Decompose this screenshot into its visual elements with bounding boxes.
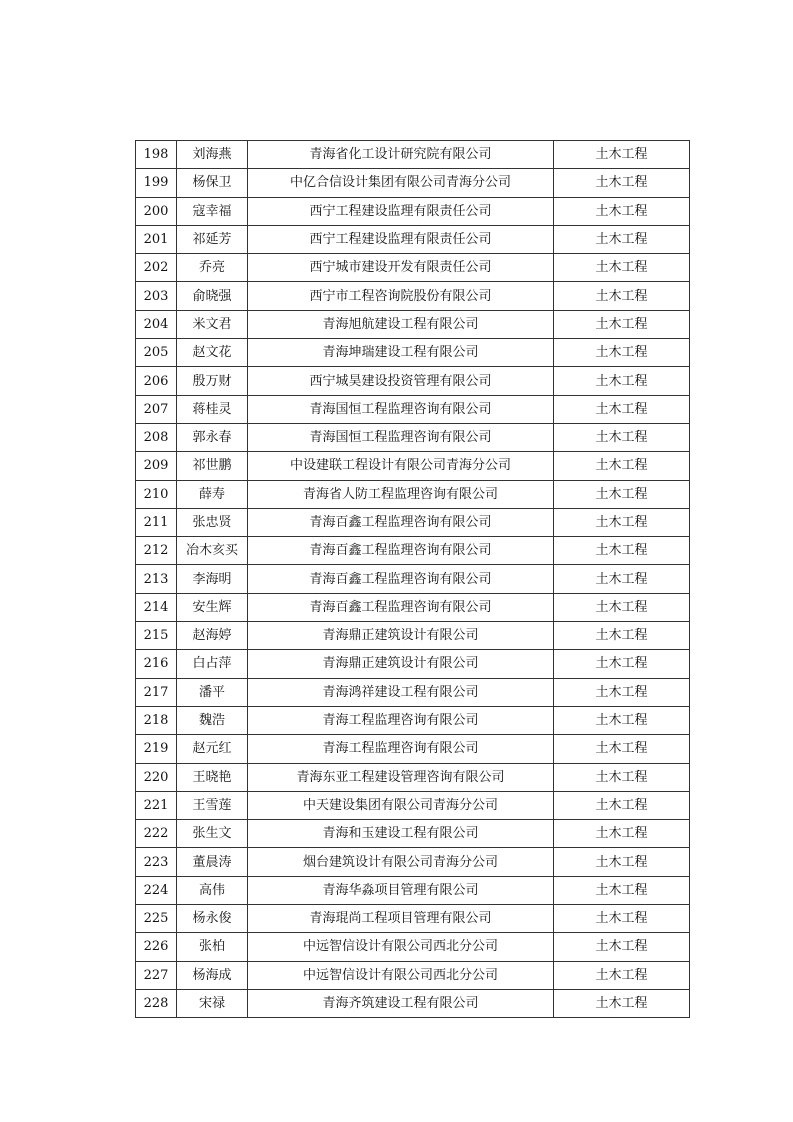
table-row [136,282,690,310]
row-number: 212 [136,537,177,565]
person-name: 宋禄 [177,989,248,1017]
specialty: 土木工程 [554,141,690,169]
specialty: 土木工程 [554,565,690,593]
organization-name: 青海鸿祥建设工程有限公司 [248,678,554,706]
specialty: 土木工程 [554,197,690,225]
row-number: 206 [136,367,177,395]
organization-name: 青海百鑫工程监理咨询有限公司 [248,508,554,536]
row-number: 209 [136,452,177,480]
person-name: 俞晓强 [177,282,248,310]
person-name: 王晓艳 [177,763,248,791]
row-number: 222 [136,820,177,848]
specialty: 土木工程 [554,820,690,848]
specialty: 土木工程 [554,508,690,536]
table-row [136,706,690,734]
organization-name: 中设建联工程设计有限公司青海分公司 [248,452,554,480]
specialty: 土木工程 [554,706,690,734]
person-name: 寇幸福 [177,197,248,225]
specialty: 土木工程 [554,282,690,310]
row-number: 225 [136,905,177,933]
specialty: 土木工程 [554,763,690,791]
table-row [136,593,690,621]
person-name: 高伟 [177,876,248,904]
specialty: 土木工程 [554,989,690,1017]
specialty: 土木工程 [554,169,690,197]
organization-name: 青海省人防工程监理咨询有限公司 [248,480,554,508]
organization-name: 西宁工程建设监理有限责任公司 [248,225,554,253]
table-row [136,989,690,1017]
row-number: 204 [136,310,177,338]
row-number: 220 [136,763,177,791]
specialty: 土木工程 [554,905,690,933]
table-row [136,565,690,593]
row-number: 217 [136,678,177,706]
person-name: 蒋桂灵 [177,395,248,423]
row-number: 200 [136,197,177,225]
specialty: 土木工程 [554,876,690,904]
table-row [136,537,690,565]
person-name: 张柏 [177,933,248,961]
specialty: 土木工程 [554,225,690,253]
table-row [136,254,690,282]
row-number: 221 [136,791,177,819]
specialty: 土木工程 [554,452,690,480]
organization-name: 西宁市工程咨询院股份有限公司 [248,282,554,310]
row-number: 224 [136,876,177,904]
person-name: 杨海成 [177,961,248,989]
person-name: 杨永俊 [177,905,248,933]
row-number: 215 [136,622,177,650]
roster-table [135,140,690,1018]
person-name: 祁世鹏 [177,452,248,480]
organization-name: 青海工程监理咨询有限公司 [248,735,554,763]
person-name: 魏浩 [177,706,248,734]
specialty: 土木工程 [554,622,690,650]
specialty: 土木工程 [554,310,690,338]
table-row [136,452,690,480]
table-row [136,678,690,706]
person-name: 张生文 [177,820,248,848]
row-number: 214 [136,593,177,621]
table-row [136,169,690,197]
organization-name: 中亿合信设计集团有限公司青海分公司 [248,169,554,197]
row-number: 201 [136,225,177,253]
organization-name: 青海省化工设计研究院有限公司 [248,141,554,169]
person-name: 祁延芳 [177,225,248,253]
specialty: 土木工程 [554,593,690,621]
specialty: 土木工程 [554,339,690,367]
table-row [136,876,690,904]
specialty: 土木工程 [554,933,690,961]
row-number: 198 [136,141,177,169]
organization-name: 中远智信设计有限公司西北分公司 [248,961,554,989]
row-number: 199 [136,169,177,197]
person-name: 赵元红 [177,735,248,763]
organization-name: 青海坤瑞建设工程有限公司 [248,339,554,367]
table-row [136,480,690,508]
person-name: 安生辉 [177,593,248,621]
roster-body [136,141,690,1018]
row-number: 223 [136,848,177,876]
organization-name: 青海百鑫工程监理咨询有限公司 [248,565,554,593]
table-row [136,508,690,536]
organization-name: 青海百鑫工程监理咨询有限公司 [248,537,554,565]
person-name: 杨保卫 [177,169,248,197]
specialty: 土木工程 [554,678,690,706]
row-number: 202 [136,254,177,282]
table-row [136,791,690,819]
person-name: 赵海婷 [177,622,248,650]
table-row [136,310,690,338]
row-number: 213 [136,565,177,593]
person-name: 乔亮 [177,254,248,282]
organization-name: 青海鼎正建筑设计有限公司 [248,622,554,650]
person-name: 冶木亥买 [177,537,248,565]
specialty: 土木工程 [554,367,690,395]
person-name: 王雪莲 [177,791,248,819]
specialty: 土木工程 [554,848,690,876]
table-row [136,367,690,395]
table-row [136,395,690,423]
row-number: 211 [136,508,177,536]
table-row [136,141,690,169]
row-number: 226 [136,933,177,961]
table-row [136,650,690,678]
table-row [136,933,690,961]
organization-name: 青海工程监理咨询有限公司 [248,706,554,734]
row-number: 210 [136,480,177,508]
table-row [136,197,690,225]
specialty: 土木工程 [554,650,690,678]
person-name: 李海明 [177,565,248,593]
organization-name: 西宁城昊建设投资管理有限公司 [248,367,554,395]
table-row [136,763,690,791]
organization-name: 青海鼎正建筑设计有限公司 [248,650,554,678]
person-name: 赵文花 [177,339,248,367]
organization-name: 西宁城市建设开发有限责任公司 [248,254,554,282]
organization-name: 西宁工程建设监理有限责任公司 [248,197,554,225]
table-row [136,339,690,367]
person-name: 郭永春 [177,423,248,451]
person-name: 张忠贤 [177,508,248,536]
specialty: 土木工程 [554,395,690,423]
row-number: 228 [136,989,177,1017]
person-name: 潘平 [177,678,248,706]
organization-name: 烟台建筑设计有限公司青海分公司 [248,848,554,876]
table-row [136,905,690,933]
specialty: 土木工程 [554,480,690,508]
row-number: 207 [136,395,177,423]
row-number: 216 [136,650,177,678]
person-name: 米文君 [177,310,248,338]
organization-name: 青海国恒工程监理咨询有限公司 [248,395,554,423]
person-name: 董晨涛 [177,848,248,876]
organization-name: 青海旭航建设工程有限公司 [248,310,554,338]
table-row [136,735,690,763]
table-row [136,848,690,876]
row-number: 219 [136,735,177,763]
organization-name: 青海百鑫工程监理咨询有限公司 [248,593,554,621]
person-name: 薛寿 [177,480,248,508]
specialty: 土木工程 [554,423,690,451]
person-name: 殷万财 [177,367,248,395]
organization-name: 中天建设集团有限公司青海分公司 [248,791,554,819]
row-number: 208 [136,423,177,451]
specialty: 土木工程 [554,791,690,819]
organization-name: 青海和玉建设工程有限公司 [248,820,554,848]
organization-name: 中远智信设计有限公司西北分公司 [248,933,554,961]
row-number: 203 [136,282,177,310]
organization-name: 青海齐筑建设工程有限公司 [248,989,554,1017]
table-row [136,820,690,848]
person-name: 白占萍 [177,650,248,678]
person-name: 刘海燕 [177,141,248,169]
row-number: 218 [136,706,177,734]
row-number: 205 [136,339,177,367]
organization-name: 青海国恒工程监理咨询有限公司 [248,423,554,451]
specialty: 土木工程 [554,735,690,763]
table-row [136,225,690,253]
organization-name: 青海东亚工程建设管理咨询有限公司 [248,763,554,791]
specialty: 土木工程 [554,254,690,282]
table-row [136,423,690,451]
row-number: 227 [136,961,177,989]
table-row [136,961,690,989]
organization-name: 青海琨尚工程项目管理有限公司 [248,905,554,933]
specialty: 土木工程 [554,537,690,565]
specialty: 土木工程 [554,961,690,989]
organization-name: 青海华淼项目管理有限公司 [248,876,554,904]
table-row [136,622,690,650]
